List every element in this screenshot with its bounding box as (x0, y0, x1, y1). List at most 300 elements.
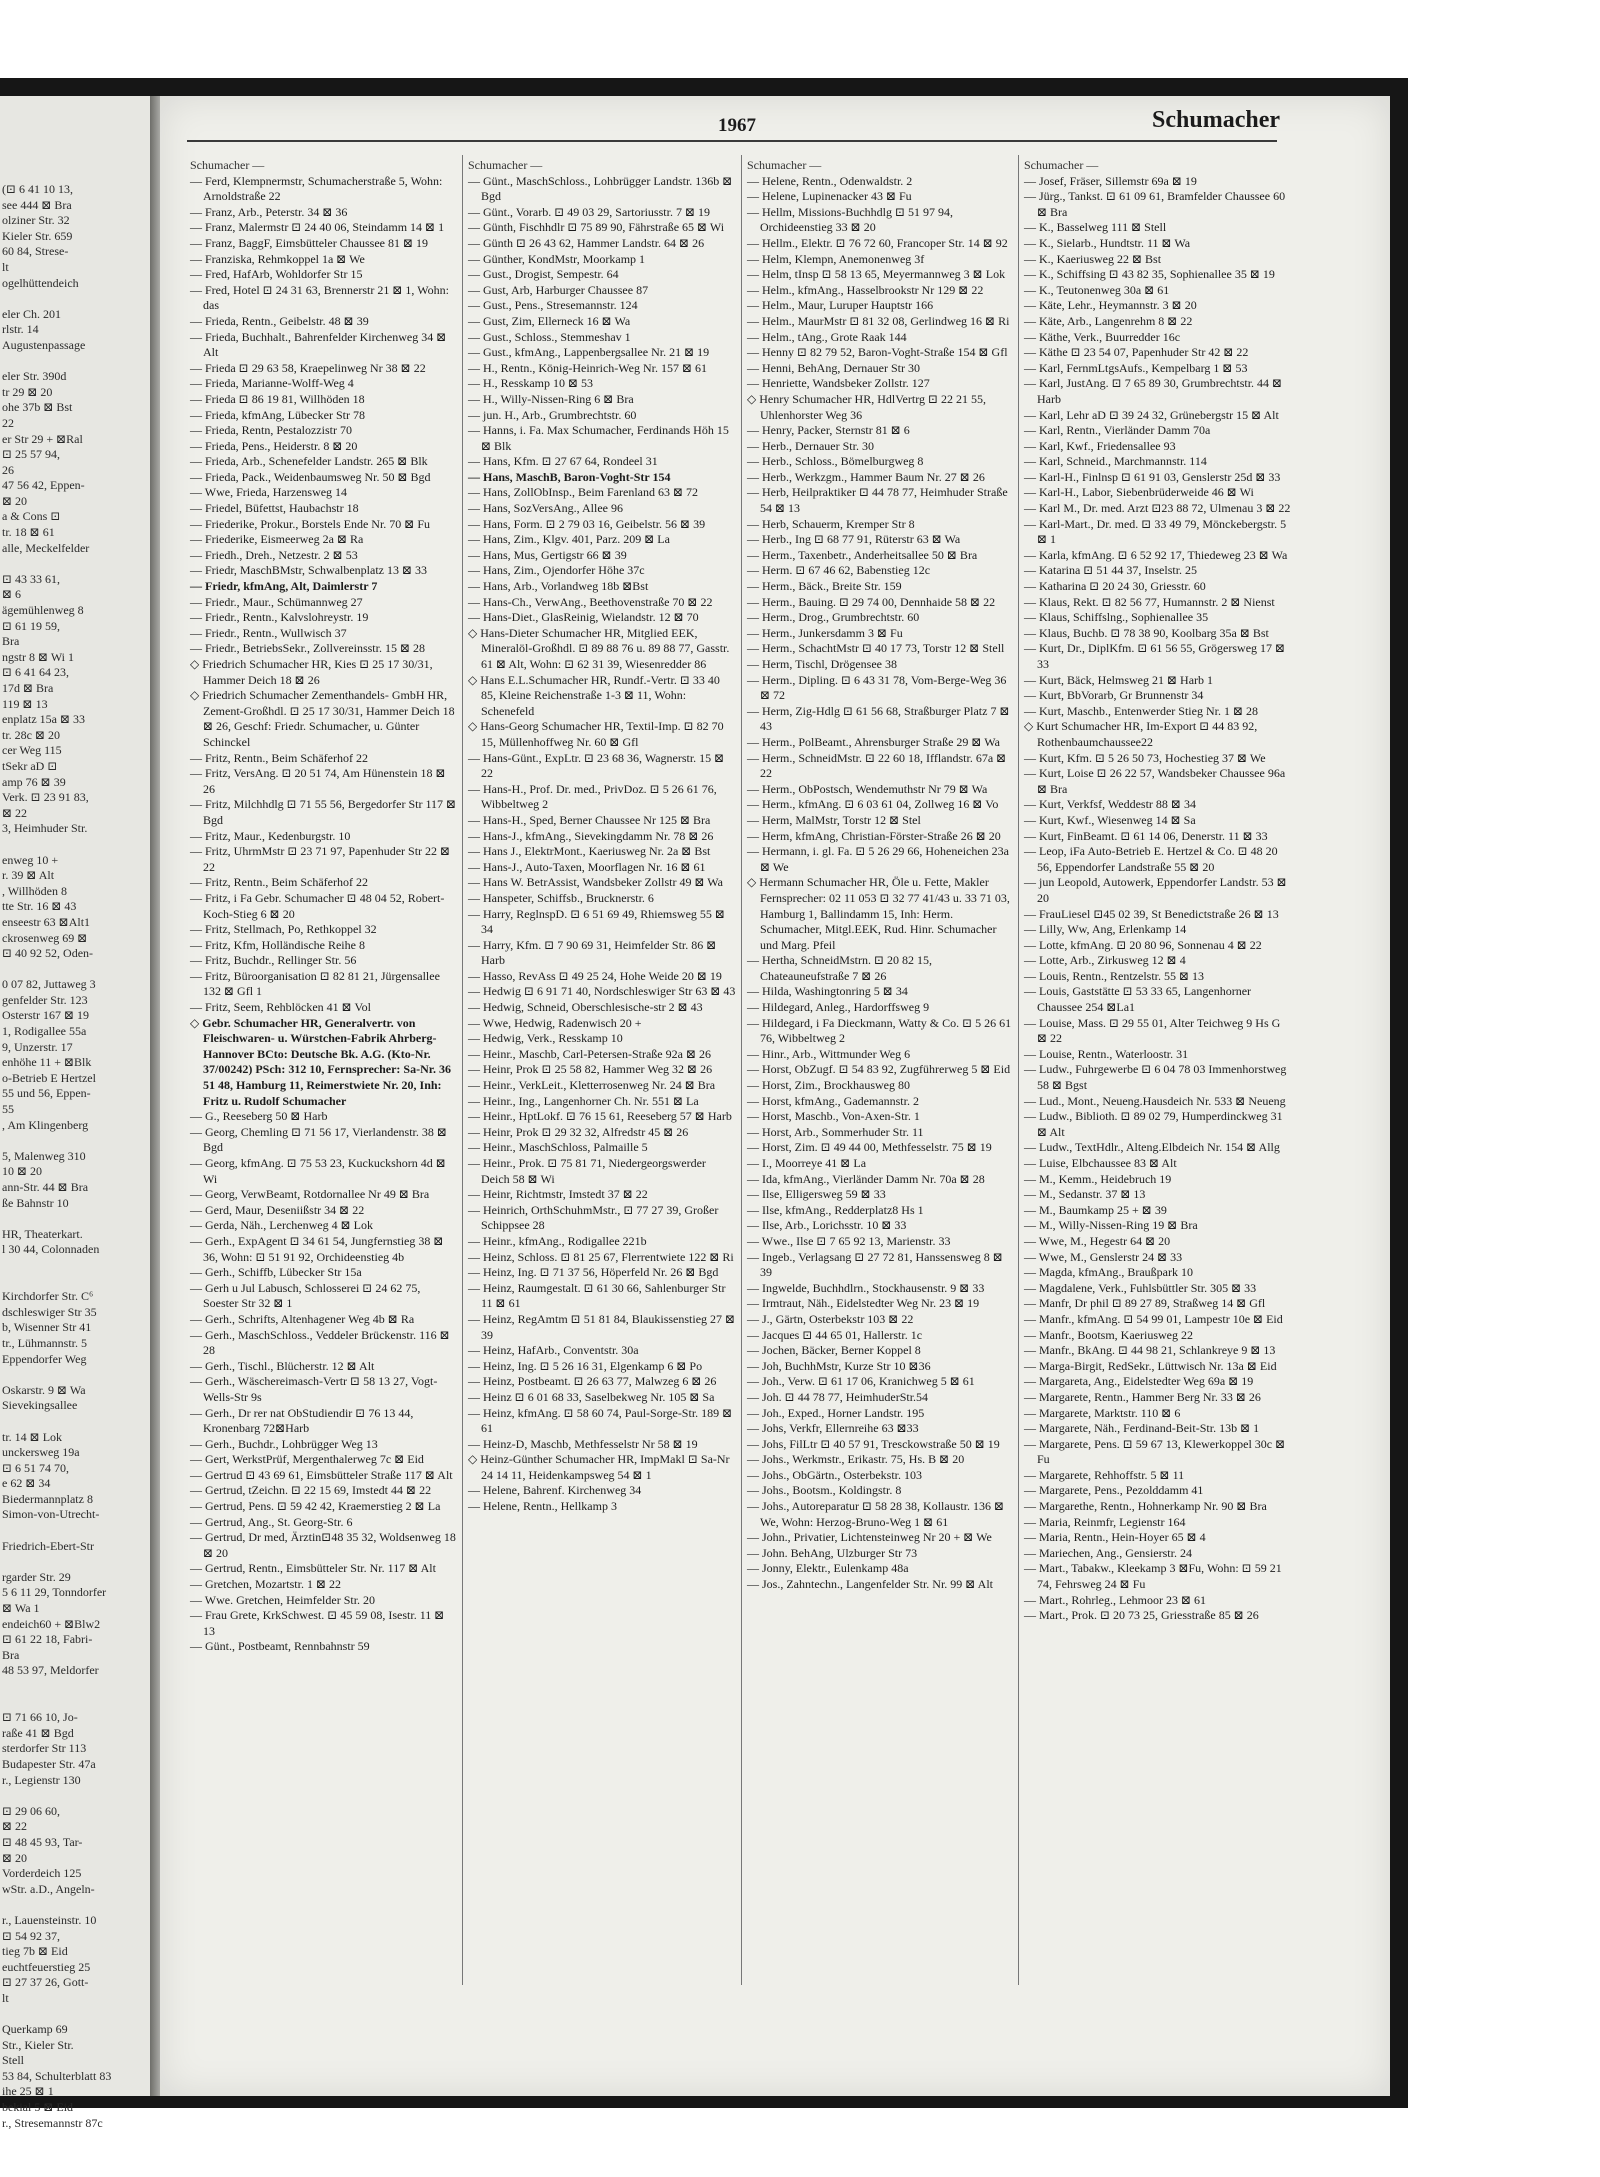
directory-entry: ◇ Heinz-Günther Schumacher HR, ImpMakl ⊡ Sa-Nr 24 14 11, Heidenkampsweg 54 ⊠ 1 (468, 1452, 730, 1482)
directory-entry: — Günt., MaschSchloss., Lohbrügger Landstr. 136b ⊠ Bgd (468, 173, 733, 204)
directory-entry: — Heinz, kfmAng. ⊡ 58 60 74, Paul-Sorge-Str. 189 ⊠ 61 (468, 1405, 733, 1436)
directory-entry: — Joh. ⊡ 44 78 77, HeimhuderStr.54 (747, 1389, 929, 1404)
facing-page-line (0, 1788, 150, 1804)
directory-entry: — Fritz, Milchhdlg ⊡ 71 55 56, Bergedorfer Str 117 ⊠ Bgd (190, 797, 457, 827)
facing-page-line: 55 (2, 1102, 14, 1117)
directory-entry: — FrauLiesel ⊡45 02 39, St Benedictstraße 26 ⊠ 13 (1024, 906, 1279, 921)
directory-entry: — Karl-Mart., Dr. med. ⊡ 33 49 79, Mönckebergstr. 5 ⊠ 1 (1024, 516, 1287, 547)
facing-page-line: bekial 5 ⊠ Eid (2, 2100, 74, 2115)
directory-entry: — Manfr., kfmAng. ⊡ 54 99 01, Lampestr 10e ⊠ Eid (1024, 1311, 1283, 1326)
directory-entry: — Hertha, SchneidMstrn. ⊡ 20 82 15, Chateauneufstraße 7 ⊠ 26 (747, 953, 933, 983)
directory-entry: — Kurt, BbVorarb, Gr Brunnenstr 34 (1024, 688, 1204, 703)
directory-entry: ◇ Hermann Schumacher HR, Öle u. Fette, Makler Fernsprecher: 02 11 053 ⊡ 32 77 41/43 u. 33 71 03, Hamburg 1, Ballindamm 15, Inh: Herm. Schumacher, Mitgl.EEK, Rud. Hinr. Schumacher und Marg. Pfeil (747, 875, 1010, 952)
facing-page-line: , Am Klingenberg (2, 1117, 89, 1132)
directory-entry: ◇ Hans-Georg Schumacher HR, Textil-Imp. ⊡ 82 70 15, Müllenhoffweg Nr. 60 ⊠ Gfl (468, 719, 724, 749)
directory-entry: — Manfr., BkAng. ⊡ 44 98 21, Schlankreye 9 ⊠ 13 (1024, 1343, 1276, 1358)
directory-entry: — Georg, VerwBeamt, Rotdornallee Nr 49 ⊠ Bra (190, 1187, 430, 1202)
directory-entry: — Magdalene, Verk., Fuhlsbüttler Str. 305 ⊠ 33 (1024, 1280, 1257, 1295)
directory-entry: — Hellm., Elektr. ⊡ 76 72 60, Francoper Str. 14 ⊠ 92 (747, 235, 1008, 250)
directory-entry: — Heinz, HafArb., Conventstr. 30a (468, 1343, 639, 1358)
directory-entry: — Hans, Arb., Vorlandweg 18b ⊠Bst (468, 579, 649, 594)
directory-entry: — M., Baumkamp 25 + ⊠ 39 (1024, 1202, 1167, 1217)
facing-page-line: Str., Kieler Str. (2, 2037, 74, 2052)
directory-entry: — Franz, BaggF, Eimsbütteler Chaussee 81 ⊠ 19 (190, 235, 429, 250)
facing-page-line: ⊡ 29 06 60, (2, 1803, 61, 1818)
facing-page-line: r., Stresemannstr 87c (2, 2115, 103, 2130)
facing-page-line (0, 1414, 150, 1430)
directory-entry: — Wwe., Ilse ⊡ 7 65 92 13, Marienstr. 33 (747, 1233, 951, 1248)
facing-page-fragment (0, 96, 150, 2130)
directory-entry: — Margarethe, Rentn., Hohnerkamp Nr. 90 ⊠ Bra (1024, 1499, 1267, 1514)
directory-entry: — Gerh., Schrifts, Altenhagener Weg 4b ⊠ Ra (190, 1311, 415, 1326)
directory-entry: — Henni, BehAng, Dernauer Str 30 (747, 360, 920, 375)
directory-entry: — H., Resskamp 10 ⊠ 53 (468, 376, 594, 391)
facing-page-line: 119 ⊠ 13 (2, 696, 48, 711)
facing-page-line: o-Betrieb E Hertzel (2, 1070, 96, 1085)
facing-page-line: a & Cons ⊡ (2, 509, 61, 524)
directory-entry: — Hans, ZollObInsp., Beim Farenland 63 ⊠ 72 (468, 485, 699, 500)
facing-page-line: ⊡ 43 33 61, (2, 571, 61, 586)
facing-page-line: ⊠ 22 (2, 1819, 28, 1834)
facing-page-line: 48 53 97, Meldorfer (2, 1663, 99, 1678)
directory-entry: — Friederike, Prokur., Borstels Ende Nr. 70 ⊠ Fu (190, 516, 431, 531)
directory-entry: — Hermann, i. gl. Fa. ⊡ 5 26 29 66, Hoheneichen 23a ⊠ We (747, 844, 1010, 874)
directory-entry: — Hanspeter, Schiffsb., Brucknerstr. 6 (468, 890, 654, 905)
directory-entry: — Fritz, UhrmMstr ⊡ 23 71 97, Papenhuder Str 22 ⊠ 22 (190, 844, 451, 874)
directory-entry: — Hanns, i. Fa. Max Schumacher, Ferdinands Höh 15 ⊠ Blk (468, 423, 729, 453)
directory-entry: — Louis, Rentn., Rentzelstr. 55 ⊠ 13 (1024, 968, 1205, 983)
directory-entry: — Hans W. BetrAssist, Wandsbeker Zollstr 49 ⊠ Wa (468, 875, 723, 890)
directory-entry: — Günth, Fischhdlr ⊡ 75 89 90, Fährstraße 65 ⊠ Wi (468, 220, 725, 235)
facing-page-line: ⊡ 6 51 74 70, (2, 1460, 70, 1475)
directory-entry: — Helm, tInsp ⊡ 58 13 65, Meyermannweg 3 ⊠ Lok (747, 267, 1006, 282)
directory-entry: — Horst, Zim., Brockhausweg 80 (747, 1078, 910, 1093)
facing-page-line (0, 1211, 150, 1227)
directory-entry: — Friedr, MaschBMstr, Schwalbenplatz 13 ⊠ 33 (190, 563, 428, 578)
directory-entry: — Günth ⊡ 26 43 62, Hammer Landstr. 64 ⊠ 26 (468, 235, 705, 250)
directory-entry: — Herm. ⊡ 67 46 62, Babenstieg 12c (747, 563, 931, 578)
directory-entry: — Friedh., Dreh., Netzestr. 2 ⊠ 53 (190, 547, 358, 562)
directory-entry: — Gert, WerkstPrüf, Mergenthalerweg 7c ⊠ Eid (190, 1452, 424, 1467)
directory-entry: — Gerh., Buchdr., Lohbrügger Weg 13 (190, 1436, 378, 1451)
directory-entry: — Maria, Rentn., Hein-Hoyer 65 ⊠ 4 (1024, 1530, 1206, 1545)
facing-page-line: 9, Unzerstr. 17 (2, 1039, 73, 1054)
directory-entry: — Herm., Drog., Grumbrechtstr. 60 (747, 610, 920, 625)
directory-entry: — Hilda, Washingtonring 5 ⊠ 34 (747, 984, 908, 999)
facing-page-line: ⊡ 27 37 26, Gott- (2, 1975, 89, 1990)
facing-page-line: ann-Str. 44 ⊠ Bra (2, 1180, 89, 1194)
directory-entry: — Heinz, Postbeamt. ⊡ 26 63 77, Malwzeg 6 ⊠ 26 (468, 1374, 717, 1389)
directory-entry: — Gerh., Wäschereimasch-Vertr ⊡ 58 13 27, Vogt-Wells-Str 9s (190, 1374, 438, 1404)
directory-entry: — Johs., ObGärtn., Osterbekstr. 103 (747, 1467, 922, 1482)
directory-entry: — Friedr., Rentn., Wullwisch 37 (190, 625, 347, 640)
facing-page-line: Kieler Str. 659 (2, 228, 73, 243)
directory-entry: — Hans-J., kfmAng., Sievekingdamm Nr. 78 ⊠ 26 (468, 828, 714, 843)
directory-entry: — Karl, FernmLtgsAufs., Kempelbarg 1 ⊠ 53 (1024, 360, 1248, 375)
facing-page-line: enhöhe 11 + ⊠Blk (2, 1055, 92, 1070)
facing-page-line: raße 41 ⊠ Bgd (2, 1725, 74, 1740)
directory-entry: — Gerh., ExpAgent ⊡ 34 61 54, Jungfernstieg 38 ⊠ 36, Wohn: ⊡ 51 91 92, Orchideenstieg 4b (190, 1233, 444, 1264)
directory-entry: — Ilse, Elligersweg 59 ⊠ 33 (747, 1187, 886, 1202)
directory-entry: — Jacques ⊡ 44 65 01, Hallerstr. 1c (747, 1327, 923, 1342)
directory-entry: — Henriette, Wandsbeker Zollstr. 127 (747, 376, 930, 391)
directory-entry: — Frieda, Buchhalt., Bahrenfelder Kirchenweg 34 ⊠ Alt (190, 329, 447, 360)
facing-page-line: enweg 10 + (2, 852, 59, 867)
facing-page-line: amp 76 ⊠ 39 (2, 774, 66, 789)
directory-entry: — Fritz, Seem, Rehblöcken 41 ⊠ Vol (190, 1000, 371, 1015)
directory-entry: — Frieda, Marianne-Wolff-Weg 4 (190, 376, 354, 391)
column-head: Schumacher — (190, 158, 265, 172)
directory-entry: — Mart., Prok. ⊡ 20 73 25, Griesstraße 85 ⊠ 26 (1024, 1608, 1259, 1623)
directory-entry: — Jonny, Elektr., Eulenkamp 48a (747, 1561, 909, 1576)
facing-page-line (0, 1897, 150, 1913)
directory-entry: — Herm, Tischl, Drögensee 38 (747, 657, 897, 671)
directory-entry: — jun Leopold, Autowerk, Eppendorfer Landstr. 53 ⊠ 20 (1024, 875, 1287, 905)
directory-entry: — Helene, Lupinenacker 43 ⊠ Fu (747, 189, 912, 204)
directory-entry: — Heinz, Ing. ⊡ 71 37 56, Höperfeld Nr. 26 ⊠ Bgd (468, 1265, 719, 1280)
directory-entry: — M., Willy-Nissen-Ring 19 ⊠ Bra (1024, 1218, 1198, 1233)
facing-page-line: 5, Malenweg 310 (2, 1148, 86, 1163)
directory-entry: — Ilse, kfmAng., Redderplatz8 Hs 1 (747, 1202, 924, 1217)
directory-entry: ◇ Kurt Schumacher HR, Im-Export ⊡ 44 83 92, Rothenbaumchaussee22 (1024, 719, 1258, 749)
facing-page-line: Osterstr 167 ⊠ 19 (2, 1008, 90, 1023)
facing-page-line: Stell (2, 2053, 25, 2068)
facing-page-line: 55 und 56, Eppen- (2, 1086, 91, 1101)
directory-entry: — Fritz, Rentn., Beim Schäferhof 22 (190, 875, 368, 890)
facing-page-line: ⊡ 25 57 94, (2, 447, 61, 462)
facing-page-line: Augustenpassage (2, 337, 86, 352)
facing-page-line: e 62 ⊠ 34 (2, 1476, 51, 1491)
directory-entry: — Friedr., BetriebsSekr., Zollvereinsstr. 15 ⊠ 28 (190, 641, 426, 656)
directory-entry-firm: ◇ Gebr. Schumacher HR, Generalvertr. von Fleischwaren- u. Würstchen-Fabrik Ahrberg-Hannover BCto: Deutsche Bk. A.G. (Kto-Nr. 37/00242) PSch: 312 10, Fernsprecher: Sa-Nr. 36 51 48, Hamburg 11, Reimerstwiete Nr. 20, Inh: Fritz u. Rudolf Schumacher (190, 1015, 451, 1108)
directory-entry: — Käthe ⊡ 23 54 07, Papenhuder Str 42 ⊠ 22 (1024, 345, 1249, 360)
directory-entry: — Henry, Packer, Sternstr 81 ⊠ 6 (747, 423, 910, 438)
facing-page-line: rgarder Str. 29 (2, 1569, 71, 1584)
directory-entry: — Margareta, Ang., Eidelstedter Weg 69a ⊠ 19 (1024, 1374, 1254, 1389)
directory-entry: — Hans, Zim., Ojendorfer Höhe 37c (468, 563, 645, 578)
directory-entry: — Heinz ⊡ 6 01 68 33, Saselbekweg Nr. 105 ⊠ Sa (468, 1389, 715, 1404)
directory-entry: — Horst, kfmAng., Gademannstr. 2 (747, 1093, 919, 1108)
directory-entry: — Heinr., kfmAng., Rodigallee 221b (468, 1233, 647, 1248)
directory-entry: — Maria, Reinmfr, Legienstr 164 (1024, 1514, 1186, 1529)
directory-entry: — Heinz, Ing. ⊡ 5 26 16 31, Elgenkamp 6 ⊠ Po (468, 1358, 703, 1373)
directory-entry: — Herm., kfmAng. ⊡ 6 03 61 04, Zollweg 16 ⊠ Vo (747, 797, 999, 812)
facing-page-line: 26 (2, 462, 14, 477)
facing-page-line: 1, Rodigallee 55a (2, 1024, 87, 1039)
directory-entry: — Hans, Zim., Klgv. 401, Parz. 209 ⊠ La (468, 532, 670, 547)
directory-entry: — Heinr., Maschb, Carl-Petersen-Straße 92a ⊠ 26 (468, 1046, 711, 1061)
facing-page-line: tr. 14 ⊠ Lok (2, 1429, 63, 1444)
directory-entry: — Kurt, Verkfsf, Weddestr 88 ⊠ 34 (1024, 797, 1196, 812)
directory-entry: — Herm, MalMstr, Torstr 12 ⊠ Stel (747, 812, 921, 827)
directory-entry: — Hans-Ch., VerwAng., Beethovenstraße 70 ⊠ 22 (468, 594, 713, 609)
directory-entry: — Herm., SchneidMstr. ⊡ 22 60 18, Ifflandstr. 67a ⊠ 22 (747, 750, 1007, 781)
directory-entry: — H., Rentn., König-Heinrich-Weg Nr. 157 ⊠ 61 (468, 360, 708, 375)
directory-entry: — Heinz-D, Maschb, Methfesselstr Nr 58 ⊠ 19 (468, 1436, 698, 1451)
directory-entry: — Hans-H., Prof. Dr. med., PrivDoz. ⊡ 5 26 61 76, Wibbeltweg 2 (468, 781, 717, 812)
facing-page-line (0, 1554, 150, 1570)
directory-entry: — Gerd, Maur, Deseniißstr 34 ⊠ 22 (190, 1202, 365, 1217)
directory-entry: — Fritz, i Fa Gebr. Schumacher ⊡ 48 04 52, Robert-Koch-Stieg 6 ⊠ 20 (190, 890, 445, 921)
facing-page-line (0, 1695, 150, 1711)
directory-entry: — Karl M., Dr. med. Arzt ⊡23 88 72, Ulmenau 3 ⊠ 22 (1024, 501, 1291, 516)
facing-page-line: endeich60 + ⊠Blw2 (2, 1616, 101, 1631)
directory-entry: — Gertrud, tZeichn. ⊡ 22 15 69, Imstedt 44 ⊠ 22 (190, 1483, 432, 1498)
directory-entry: — Heinr, Richtmstr, Imstedt 37 ⊠ 22 (468, 1187, 648, 1202)
directory-entry: — Fritz, VersAng. ⊡ 20 51 74, Am Hünenstein 18 ⊠ 26 (190, 766, 446, 796)
directory-entry: — Gerh., Tischl., Blücherstr. 12 ⊠ Alt (190, 1358, 375, 1373)
facing-page-line: 47 56 42, Eppen- (2, 478, 85, 493)
directory-entry: — Kurt, FinBeamt. ⊡ 61 14 06, Denerstr. 11 ⊠ 33 (1024, 828, 1268, 843)
directory-entry: — John. BehAng, Ulzburger Str 73 (747, 1545, 918, 1560)
directory-entry: — Gust., Drogist, Sempestr. 64 (468, 267, 619, 282)
directory-entry: — Fritz, Stellmach, Po, Rethkoppel 32 (190, 922, 377, 937)
facing-page-line: sterdorfer Str 113 (2, 1741, 87, 1756)
directory-entry: — Ludw., Fuhrgewerbe ⊡ 6 04 78 03 Immenhorstweg 58 ⊠ Bgst (1024, 1062, 1287, 1093)
facing-page-line: eler Str. 390d (2, 369, 67, 384)
directory-entry: — G., Reeseberg 50 ⊠ Harb (190, 1109, 328, 1124)
directory-entry: — Heinr., Ing., Langenhorner Ch. Nr. 551 ⊠ La (468, 1093, 699, 1108)
facing-page-line: ⊡ 6 41 64 23, (2, 665, 70, 680)
directory-entry: — Herb., Werkzgm., Hammer Baum Nr. 27 ⊠ 26 (747, 469, 985, 484)
directory-entry: — Käte, Arb., Langenrehm 8 ⊠ 22 (1024, 313, 1193, 328)
directory-entry: — Herb., Schloss., Bömelburgweg 8 (747, 454, 924, 469)
directory-entry: — Karl, Rentn., Vierländer Damm 70a (1024, 423, 1211, 438)
directory-entry: — Kurt, Kfm. ⊡ 5 26 50 73, Hochestieg 37 ⊠ We (1024, 750, 1266, 765)
facing-page-line (0, 1367, 150, 1383)
directory-entry: — Lotte, kfmAng. ⊡ 20 80 96, Sonnenau 4 ⊠ 22 (1024, 937, 1262, 952)
directory-entry: — Horst, Arb., Sommerhuder Str. 11 (747, 1124, 924, 1139)
facing-page-line: Eppendorfer Weg (2, 1351, 87, 1366)
running-head: Schumacher (1152, 107, 1280, 133)
facing-page-line: ägemühlenweg 8 (2, 603, 84, 618)
facing-page-line: ⊡ 61 22 18, Fabri- (2, 1632, 93, 1647)
directory-entry: — Frieda, Rentn., Geibelstr. 48 ⊠ 39 (190, 313, 369, 328)
directory-entry: — Friedel, Büfettst, Haubachstr 18 (190, 501, 359, 516)
directory-entry: — Harry, Kfm. ⊡ 7 90 69 31, Heimfelder Str. 86 ⊠ Harb (468, 937, 717, 968)
directory-entry: — Fred, Hotel ⊡ 24 31 63, Brennerstr 21 ⊠ 1, Wohn: das (190, 282, 449, 313)
directory-entry: — Gust., Schloss., Stemmeshav 1 (468, 329, 631, 344)
facing-page-line: Vorderdeich 125 (2, 1866, 82, 1881)
directory-entry: — Frieda, Arb., Schenefelder Landstr. 265 ⊠ Blk (190, 454, 428, 469)
facing-page-line: tr., Lühmannstr. 5 (2, 1335, 87, 1350)
directory-entry: — Fritz, Rentn., Beim Schäferhof 22 (190, 750, 368, 765)
column-divider (1018, 155, 1019, 1985)
facing-page-line: olziner Str. 32 (2, 213, 70, 228)
directory-entry: — Kurt, Maschb., Entenwerder Stieg Nr. 1 ⊠ 28 (1024, 703, 1259, 718)
directory-entry: — Frieda, Pack., Weidenbaumsweg Nr. 50 ⊠ Bgd (190, 469, 431, 484)
directory-entry-firm: — Friedr, kfmAng, Alt, Daimlerstr 7 (190, 579, 378, 594)
directory-entry: — Heinr., MaschSchloss, Palmaille 5 (468, 1140, 648, 1155)
directory-entry: — Herm., Junkersdamm 3 ⊠ Fu (747, 625, 903, 640)
directory-entry: — Gust, Zim, Ellerneck 16 ⊠ Wa (468, 313, 631, 328)
facing-page-line (0, 556, 150, 572)
directory-entry: — Lilly, Ww, Ang, Erlenkamp 14 (1024, 922, 1187, 937)
directory-entry: — Ilse, Arb., Lorichsstr. 10 ⊠ 33 (747, 1218, 907, 1233)
directory-entry: — Gerh., Dr rer nat ObStudiendir ⊡ 76 13 44, Kronenbarg 72⊠Harb (190, 1405, 414, 1436)
directory-entry: — Marga-Birgit, RedSekr., Lüttwisch Nr. 13a ⊠ Eid (1024, 1358, 1277, 1373)
directory-entry: — Hedwig, Schneid, Oberschlesische-str 2 ⊠ 43 (468, 1000, 703, 1015)
facing-page-line: tr 29 ⊠ 20 (2, 384, 53, 399)
facing-page-line: lt (2, 1990, 9, 2005)
directory-entry: — Hans-Günt., ExpLtr. ⊡ 23 68 36, Wagnerstr. 15 ⊠ 22 (468, 750, 725, 781)
directory-entry: — Fritz, Buchdr., Rellinger Str. 56 (190, 953, 357, 968)
directory-entry: — Mart., Tabakw., Kleekamp 3 ⊠Fu, Wohn: ⊡ 59 21 74, Fehrsweg 24 ⊠ Fu (1024, 1561, 1282, 1592)
directory-entry: — Leop, iFa Auto-Betrieb E. Hertzel & Co. ⊡ 48 20 56, Eppendorfer Landstraße 55 ⊠ 20 (1024, 844, 1278, 874)
directory-entry: — Mart., Rohrleg., Lehmoor 23 ⊠ 61 (1024, 1592, 1207, 1607)
facing-page-line: unckersweg 19a (2, 1445, 80, 1460)
directory-entry: — Wwe, M., Genslerstr 24 ⊠ 33 (1024, 1249, 1183, 1264)
directory-entry: — Hans J., ElektrMont., Kaeriusweg Nr. 2a ⊠ Bst (468, 844, 711, 859)
directory-entry: — Josef, Fräser, Sillemstr 69a ⊠ 19 (1024, 173, 1197, 188)
directory-entry: — Karl-H., Labor, Siebenbrüderweide 46 ⊠ Wi (1024, 485, 1254, 500)
directory-entry-firm: — Hans, MaschB, Baron-Voght-Str 154 (468, 469, 671, 484)
facing-page-line: 5 6 11 29, Tonndorfer (2, 1585, 107, 1600)
directory-entry: — K., Teutonenweg 30a ⊠ 61 (1024, 282, 1170, 297)
page-number: 1967 (718, 115, 756, 136)
facing-page-line (0, 1523, 150, 1539)
directory-entry: — Hans, SozVersAng., Allee 96 (468, 501, 623, 516)
directory-entry: — Herm, kfmAng, Christian-Förster-Straße 26 ⊠ 20 (747, 828, 1001, 843)
facing-page-line (0, 962, 150, 978)
facing-page-line: Biedermannplatz 8 (2, 1491, 93, 1506)
facing-page-line (0, 2006, 150, 2022)
directory-entry: ◇ Hans E.L.Schumacher HR, Rundf.-Vertr. ⊡ 33 40 85, Kleine Reichenstraße 1-3 ⊠ 11, Wohn: Schenefeld (468, 672, 720, 718)
facing-page-line: lt (2, 259, 9, 274)
facing-page-line: euchtfeuerstieg 25 (2, 1959, 91, 1974)
directory-entry: — Lud., Mont., Neueng.Hausdeich Nr. 533 ⊠ Neueng (1024, 1093, 1286, 1108)
directory-entry: — Klaus, Schiffslng., Sophienallee 35 (1024, 610, 1209, 625)
directory-entry: — Joh., Exped., Horner Landstr. 195 (747, 1405, 925, 1420)
directory-entry: — Karl, Kwf., Friedensallee 93 (1024, 438, 1176, 453)
directory-entry: — Herm., Bäck., Breite Str. 159 (747, 579, 902, 594)
directory-entry: — Herm., SchachtMstr ⊡ 40 17 73, Torstr 12 ⊠ Stell (747, 641, 1005, 656)
directory-entry: — Frieda, Pens., Heiderstr. 8 ⊠ 20 (190, 438, 358, 453)
directory-entry: — Hans, Mus, Gertigstr 66 ⊠ 39 (468, 547, 627, 562)
directory-entry: — jun. H., Arb., Grumbrechtstr. 60 (468, 407, 637, 422)
column-head: Schumacher — (468, 158, 543, 172)
facing-page-line: wStr. a.D., Angeln- (2, 1881, 95, 1896)
directory-entry: — Hildegard, Anleg., Hardorffsweg 9 (747, 1000, 930, 1015)
directory-entry: — Hedwig ⊡ 6 91 71 40, Nordschleswiger Str 63 ⊠ 43 (468, 984, 736, 999)
directory-entry: — Friederike, Eismeerweg 2a ⊠ Ra (190, 532, 364, 547)
facing-page-line (0, 837, 150, 853)
directory-entry: — K., Schiffsing ⊡ 43 82 35, Sophienallee 35 ⊠ 19 (1024, 267, 1275, 282)
directory-column-2 (468, 158, 736, 1988)
facing-page-line: Kirchdorfer Str. C⁶ (2, 1289, 94, 1304)
directory-entry: — Margarete, Näh., Ferdinand-Beit-Str. 13b ⊠ 1 (1024, 1421, 1260, 1436)
directory-entry: — Herm., Bauing. ⊡ 29 74 00, Dennhaide 58 ⊠ 22 (747, 594, 996, 609)
directory-entry: — Heinr., Prok. ⊡ 75 81 71, Niedergeorgswerder Deich 58 ⊠ Wi (468, 1156, 706, 1186)
directory-entry: — Lotte, Arb., Zirkusweg 12 ⊠ 4 (1024, 953, 1186, 968)
directory-entry: — Fritz, Kfm, Holländische Reihe 8 (190, 937, 365, 952)
directory-entry: — Heinr., HptLokf. ⊡ 76 15 61, Reeseberg 57 ⊠ Harb (468, 1109, 732, 1124)
facing-page-line: er Str 29 + ⊠Ral (2, 431, 83, 446)
directory-entry: — Hellm, Missions-Buchhdlg ⊡ 51 97 94, Orchideenstieg 33 ⊠ 20 (747, 204, 954, 235)
directory-entry: — Katarina ⊡ 51 44 37, Inselstr. 25 (1024, 563, 1198, 578)
directory-entry: — Jos., Zahntechn., Langenfelder Str. Nr. 99 ⊠ Alt (747, 1577, 994, 1592)
directory-entry: — Margarete, Rentn., Hammer Berg Nr. 33 ⊠ 26 (1024, 1389, 1261, 1404)
facing-page-line: ße Bahnstr 10 (2, 1195, 69, 1210)
directory-entry: — John., Privatier, Lichtensteinweg Nr 20 + ⊠ We (747, 1530, 992, 1545)
facing-page-line: rlstr. 14 (2, 322, 39, 337)
directory-entry: — Heinz, RegAmtm ⊡ 51 81 84, Blaukissenstieg 27 ⊠ 39 (468, 1311, 736, 1342)
directory-entry: — I., Moorreye 41 ⊠ La (747, 1156, 867, 1170)
directory-entry: — Friedr., Maur., Schümannweg 27 (190, 594, 363, 609)
directory-entry: — Fritz, Maur., Kedenburgstr. 10 (190, 828, 351, 843)
facing-page-line: r., Lauensteinstr. 10 (2, 1912, 97, 1927)
directory-entry: — Ingwelde, Buchhdlrn., Stockhausenstr. 9 ⊠ 33 (747, 1280, 985, 1295)
facing-page-line: 0 07 82, Juttaweg 3 (2, 977, 96, 992)
facing-page-line: Bra (2, 634, 20, 649)
directory-entry: — Käthe, Verk., Buurredder 16c (1024, 329, 1181, 344)
directory-entry: — Hans-H., Sped, Berner Chaussee Nr 125 ⊠ Bra (468, 812, 711, 827)
directory-entry: ◇ Friedrich Schumacher Zementhandels- GmbH HR, Zement-Großhdl. ⊡ 25 17 30/31, Hammer Deich 18 ⊠ 26, Geschf: Friedr. Schumacher, u. Günter Schinckel (190, 688, 455, 749)
facing-page-line: ogelhüttendeich (2, 275, 79, 290)
directory-entry: — Herb, Heilpraktiker ⊡ 44 78 77, Heimhuder Straße 54 ⊠ 13 (747, 485, 1008, 516)
directory-entry: — Klaus, Rekt. ⊡ 82 56 77, Humannstr. 2 ⊠ Nienst (1024, 594, 1275, 609)
directory-entry: — Gerh u Jul Labusch, Schlosserei ⊡ 24 62 75, Soester Str 32 ⊠ 1 (190, 1280, 421, 1311)
directory-entry: — Heinr, Prok ⊡ 25 58 82, Hammer Weg 32 ⊠ 26 (468, 1062, 713, 1077)
directory-entry: — Gertrud, Ang., St. Georg-Str. 6 (190, 1514, 353, 1529)
directory-entry: — Gertrud, Rentn., Eimsbütteler Str. Nr. 117 ⊠ Alt (190, 1561, 436, 1576)
facing-page-line: see 444 ⊠ Bra (2, 197, 72, 212)
directory-entry: — Hinr., Arb., Wittmunder Weg 6 (747, 1046, 911, 1061)
facing-page-line: l 30 44, Colonnaden (2, 1242, 100, 1257)
directory-entry: — M., Sedanstr. 37 ⊠ 13 (1024, 1187, 1146, 1202)
directory-entry: — Gerh., MaschSchloss., Veddeler Brückenstr. 116 ⊠ 28 (190, 1327, 450, 1358)
facing-page-line: (⊡ 6 41 10 13, (2, 182, 74, 196)
directory-entry: — Frieda ⊡ 29 63 58, Kraepelinweg Nr 38 ⊠ 22 (190, 360, 426, 375)
directory-entry: — Johs., Werkmstr., Erikastr. 75, Hs. B ⊠ 20 (747, 1452, 965, 1467)
directory-entry: — Herb., Dernauer Str. 30 (747, 438, 874, 453)
directory-entry: — M., Kemm., Heidebruch 19 (1024, 1171, 1172, 1186)
facing-page-line: enseestr 63 ⊠Alt1 (2, 914, 91, 929)
facing-page-line: ⊠ Wa 1 (2, 1601, 40, 1616)
facing-page-line: Sievekingsallee (2, 1398, 78, 1413)
directory-entry: — Kurt, Dr., DiplKfm. ⊡ 61 56 55, Grögersweg 17 ⊠ 33 (1024, 641, 1286, 671)
facing-page-line (0, 291, 150, 307)
directory-entry: — Johs, Verkfr, Ellernreihe 63 ⊠33 (747, 1421, 919, 1436)
directory-entry: — Manfr, Dr phil ⊡ 89 27 89, Straßweg 14 ⊠ Gfl (1024, 1296, 1266, 1311)
directory-entry: — Kurt, Bäck, Helmsweg 21 ⊠ Harb 1 (1024, 672, 1214, 687)
directory-entry: — Harry, ReglnspD. ⊡ 6 51 69 49, Rhiemsweg 55 ⊠ 34 (468, 906, 725, 937)
directory-entry: — Helm., Maur, Luruper Hauptstr 166 (747, 298, 934, 313)
directory-entry: — Frieda ⊡ 86 19 81, Willhöden 18 (190, 391, 365, 406)
facing-page-line: enplatz 15a ⊠ 33 (2, 712, 86, 727)
facing-page-line: tSekr aD ⊡ (2, 758, 58, 773)
facing-page-line: b, Wisenner Str 41 (2, 1320, 92, 1335)
facing-page-line (0, 1679, 150, 1695)
directory-entry: — Wwe, Frieda, Harzensweg 14 (190, 485, 348, 500)
directory-entry: — Gertrud, Dr med, Ärztin⊡48 35 32, Woldsenweg 18 ⊠ 20 (190, 1530, 456, 1560)
facing-page-line: ckrosenweg 69 ⊠ (2, 930, 88, 945)
directory-entry: — Karl, JustAng. ⊡ 7 65 89 30, Grumbrechtstr. 44 ⊠ Harb (1024, 376, 1283, 406)
directory-entry: — Wwe, Hedwig, Radenwisch 20 + (468, 1015, 642, 1030)
facing-page-line: , Willhöden 8 (2, 883, 67, 898)
directory-entry: — K., Kaeriusweg 22 ⊠ Bst (1024, 251, 1162, 266)
facing-page-line: ⊠ 22 (2, 805, 28, 820)
directory-entry: — Margarete, Marktstr. 110 ⊠ 6 (1024, 1405, 1181, 1420)
directory-entry: — Georg, kfmAng. ⊡ 75 53 23, Kuckuckshorn 4d ⊠ Wi (190, 1156, 446, 1186)
facing-page-line: cer Weg 115 (2, 743, 62, 758)
directory-entry: — Irmtraut, Näh., Eidelstedter Weg Nr. 23 ⊠ 19 (747, 1296, 980, 1311)
directory-entry: — Hildegard, i Fa Dieckmann, Watty & Co. ⊡ 5 26 61 76, Wibbeltweg 2 (747, 1015, 1012, 1046)
directory-entry: — Joh., Verw. ⊡ 61 17 06, Kranichweg 5 ⊠ 61 (747, 1374, 975, 1389)
directory-entry: — Wwe. Gretchen, Heimfelder Str. 20 (190, 1592, 376, 1607)
directory-entry: — Käte, Lehr., Heymannstr. 3 ⊠ 20 (1024, 298, 1197, 313)
facing-page-line: ⊡ 40 92 52, Oden- (2, 946, 94, 961)
